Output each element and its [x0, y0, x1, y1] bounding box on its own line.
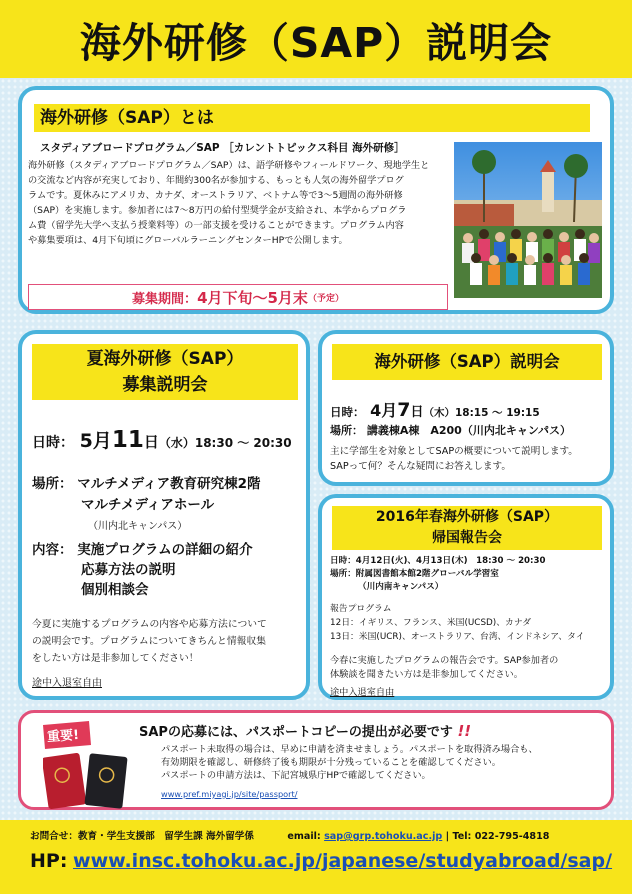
about-heading: 海外研修（SAP）とは	[40, 108, 214, 128]
about-body: 海外研修（スタディアブロードプログラム／SAP）は、語学研修やフィールドワーク、現地学生と の交流など内容が充実しており、年間約300名が参加する、もっとも人気の海外留学プログ ラムです。夏休みにアメリカ、カナダ、オーストラリア、ベトナム等で3～5週間の海外研修 （SAP）を実施します。参加者には7～8万円の給付型奨学金が支給され、本学からプログラ ム費（留学先大学へ支払う授業料等）の一部支援を受けることができます。プログラム内容 や募集要項は、4月下旬頃にグローバルラーニングセンターHPで公開します。	[28, 160, 430, 246]
about-heading-bar	[34, 104, 590, 132]
summer-content: 内容： 実施プログラムの詳細の紹介 応募方法の説明 個別相談会	[32, 542, 253, 598]
exclaim-mark: !!	[457, 722, 472, 740]
hp-line: HP: www.insc.tohoku.ac.jp/japanese/studyabroad/sap/	[30, 850, 613, 872]
report-program: 報告プログラム 12日：イギリス、フランス、米国(UCSD)、カナダ 13日：米国(UCR)、オーストラリア、台湾、インドネシア、タイ	[330, 604, 585, 642]
report-note: 途中入退室自由	[330, 687, 395, 698]
summer-desc: 今夏に実施するプログラムの内容や応募方法について の説明会です。プログラムについてきちんと情報収集 をしたい方は是非参加してください！	[32, 619, 267, 664]
passport-heading: SAPの応募には、パスポートコピーの提出が必要です !!	[139, 722, 472, 740]
summer-heading-line2: 募集説明会	[122, 375, 208, 395]
summer-place: 場所： マルチメディア教育研究棟2階 マルチメディアホール （川内北キャンパス）	[32, 476, 261, 532]
briefing-card	[318, 330, 614, 486]
email-link[interactable]: sap@grp.tohoku.ac.jp	[324, 831, 443, 842]
footer	[0, 820, 632, 894]
passport-icon	[43, 751, 133, 809]
contact-line: お問合せ：教育・学生支援部 留学生課 海外留学係 email: sap@grp.tohoku.ac.jp | Tel: 022-795-4818	[30, 831, 550, 842]
passport-box	[18, 710, 614, 810]
summer-heading-line1: 夏海外研修（SAP）	[86, 349, 244, 369]
period-label: 募集期間：	[132, 291, 198, 307]
summer-card	[18, 330, 310, 700]
briefing-place: 場所： 講義棟A棟 A200（川内北キャンパス）	[330, 424, 572, 437]
period-note: （予定）	[307, 293, 344, 304]
report-date: 日時：4月12日(火)、4月13日(木) 18:30 ～ 20:30	[330, 556, 546, 566]
summer-date: 日時： 5月11日（水）18:30 ～ 20:30	[32, 427, 292, 453]
about-subheading: スタディアブロードプログラム／SAP ［カレントトピックス科目 海外研修］	[40, 142, 405, 154]
passport-link[interactable]: www.pref.miyagi.jp/site/passport/	[161, 789, 298, 799]
group-photo	[454, 142, 602, 298]
briefing-desc: 主に学部生を対象としてSAPの概要について説明します。 SAPって何？そんな疑問にお答えします。	[330, 446, 578, 472]
briefing-heading-bar	[332, 344, 602, 380]
about-card	[18, 86, 614, 314]
report-card	[318, 494, 614, 700]
report-desc: 今春に実施したプログラムの報告会です。SAP参加者の 体験談を聞きたい方は是非参加してください。	[330, 655, 559, 680]
period-value: 4月下旬～5月末	[197, 288, 308, 307]
period-box	[28, 284, 448, 310]
hp-link[interactable]: www.insc.tohoku.ac.jp/japanese/studyabroad/sap/	[73, 850, 613, 872]
briefing-heading: 海外研修（SAP）説明会	[374, 352, 560, 371]
report-place: 場所：附属図書館本館2階グローバル学習室 （川内南キャンパス）	[330, 569, 499, 592]
report-heading-bar: 2016年春海外研修（SAP） 帰国報告会	[332, 506, 602, 550]
briefing-date: 日時： 4月7日（木）18:15 ～ 19:15	[330, 399, 540, 421]
passport-text: パスポート未取得の場合は、早めに申請を済ませましょう。パスポートを取得済み場合も、 有効期限を確認し、研修終了後も期限が十分残っていることを確認してください。 パスポートの申請方法は、下記宮城県庁HPで確認してください。	[161, 744, 538, 781]
important-badge: 重要!	[39, 719, 93, 751]
summer-note: 途中入退室自由	[32, 678, 102, 689]
page-title: 海外研修（SAP）説明会	[79, 18, 553, 67]
title-banner	[0, 0, 632, 78]
summer-heading-bar	[32, 344, 298, 400]
